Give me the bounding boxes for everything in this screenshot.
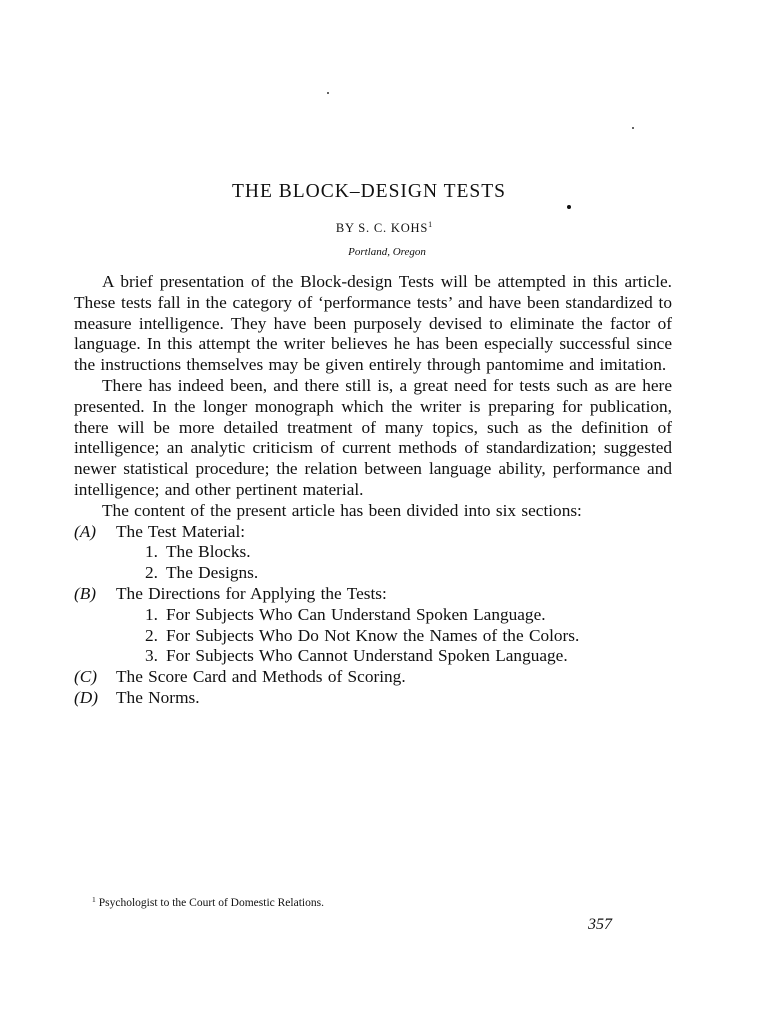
footnote-text: Psychologist to the Court of Domestic Relations.: [98, 897, 324, 909]
item-text: The Designs.: [166, 563, 259, 583]
item-text: For Subjects Who Can Understand Spoken Language.: [166, 604, 546, 624]
list-item: [132, 563, 672, 584]
article-body: [74, 272, 672, 709]
section-label: (B): [74, 583, 97, 603]
page-number: 357: [588, 916, 612, 933]
footnote: [92, 895, 324, 909]
paragraph: There has indeed been, and there still is, a great need for tests such as are here presented. In the longer monograph which the writer is preparing for publication, there will be more detailed treatment of many topics, such as the definition of intelligence; an analytic criticism of current methods of standardization; suggested newer statistical procedure; the relation between language ability, performance and intelligence; and other pertinent material.: [74, 375, 672, 499]
section-title: The Score Card and Methods of Scoring.: [116, 667, 406, 687]
section-c: [74, 667, 672, 688]
section-label: (A): [74, 521, 97, 541]
footnote-marker: 1: [92, 895, 96, 904]
scan-speck: [567, 205, 571, 209]
author-name: BY S. C. KOHS: [335, 221, 429, 235]
section-label: (C): [74, 667, 98, 687]
section-title: The Directions for Applying the Tests:: [116, 583, 387, 603]
list-item: [132, 542, 672, 563]
item-text: The Blocks.: [166, 542, 251, 562]
item-number: 1.: [145, 542, 158, 562]
footnote-ref: 1: [428, 220, 433, 229]
list-item: [132, 646, 672, 667]
author-affiliation: Portland, Oregon: [348, 246, 426, 258]
section-list: [74, 522, 672, 709]
item-number: 2.: [145, 625, 158, 645]
scan-speck: [327, 92, 329, 94]
article-title: THE BLOCK–DESIGN TESTS: [231, 181, 507, 202]
section-d: [74, 688, 672, 709]
paragraph: The content of the present article has been divided into six sections:: [102, 500, 582, 520]
item-number: 3.: [145, 646, 158, 666]
section-label: (D): [74, 687, 98, 707]
paragraph: A brief presentation of the Block-design Tests will be attempted in this article. These tests fall in the category of ‘performance tests’ and have been standardized to measure intelligence. They have been purposely devised to eliminate the factor of language. In this attempt the writer believes he has been especially successful since the instructions themselves may be given entirely through pantomime and imitation.: [74, 272, 672, 375]
list-item: [132, 605, 672, 626]
item-number: 2.: [145, 563, 158, 583]
section-title: The Test Material:: [116, 521, 246, 541]
item-text: For Subjects Who Do Not Know the Names of the Colors.: [166, 625, 580, 645]
section-title: The Norms.: [116, 687, 200, 707]
list-item: [132, 626, 672, 647]
item-number: 1.: [145, 604, 158, 624]
section-a: [74, 522, 672, 543]
author-byline: [0, 220, 768, 236]
item-text: For Subjects Who Cannot Understand Spoken Language.: [166, 646, 568, 666]
scan-speck: [632, 127, 634, 129]
section-b: [74, 584, 672, 605]
